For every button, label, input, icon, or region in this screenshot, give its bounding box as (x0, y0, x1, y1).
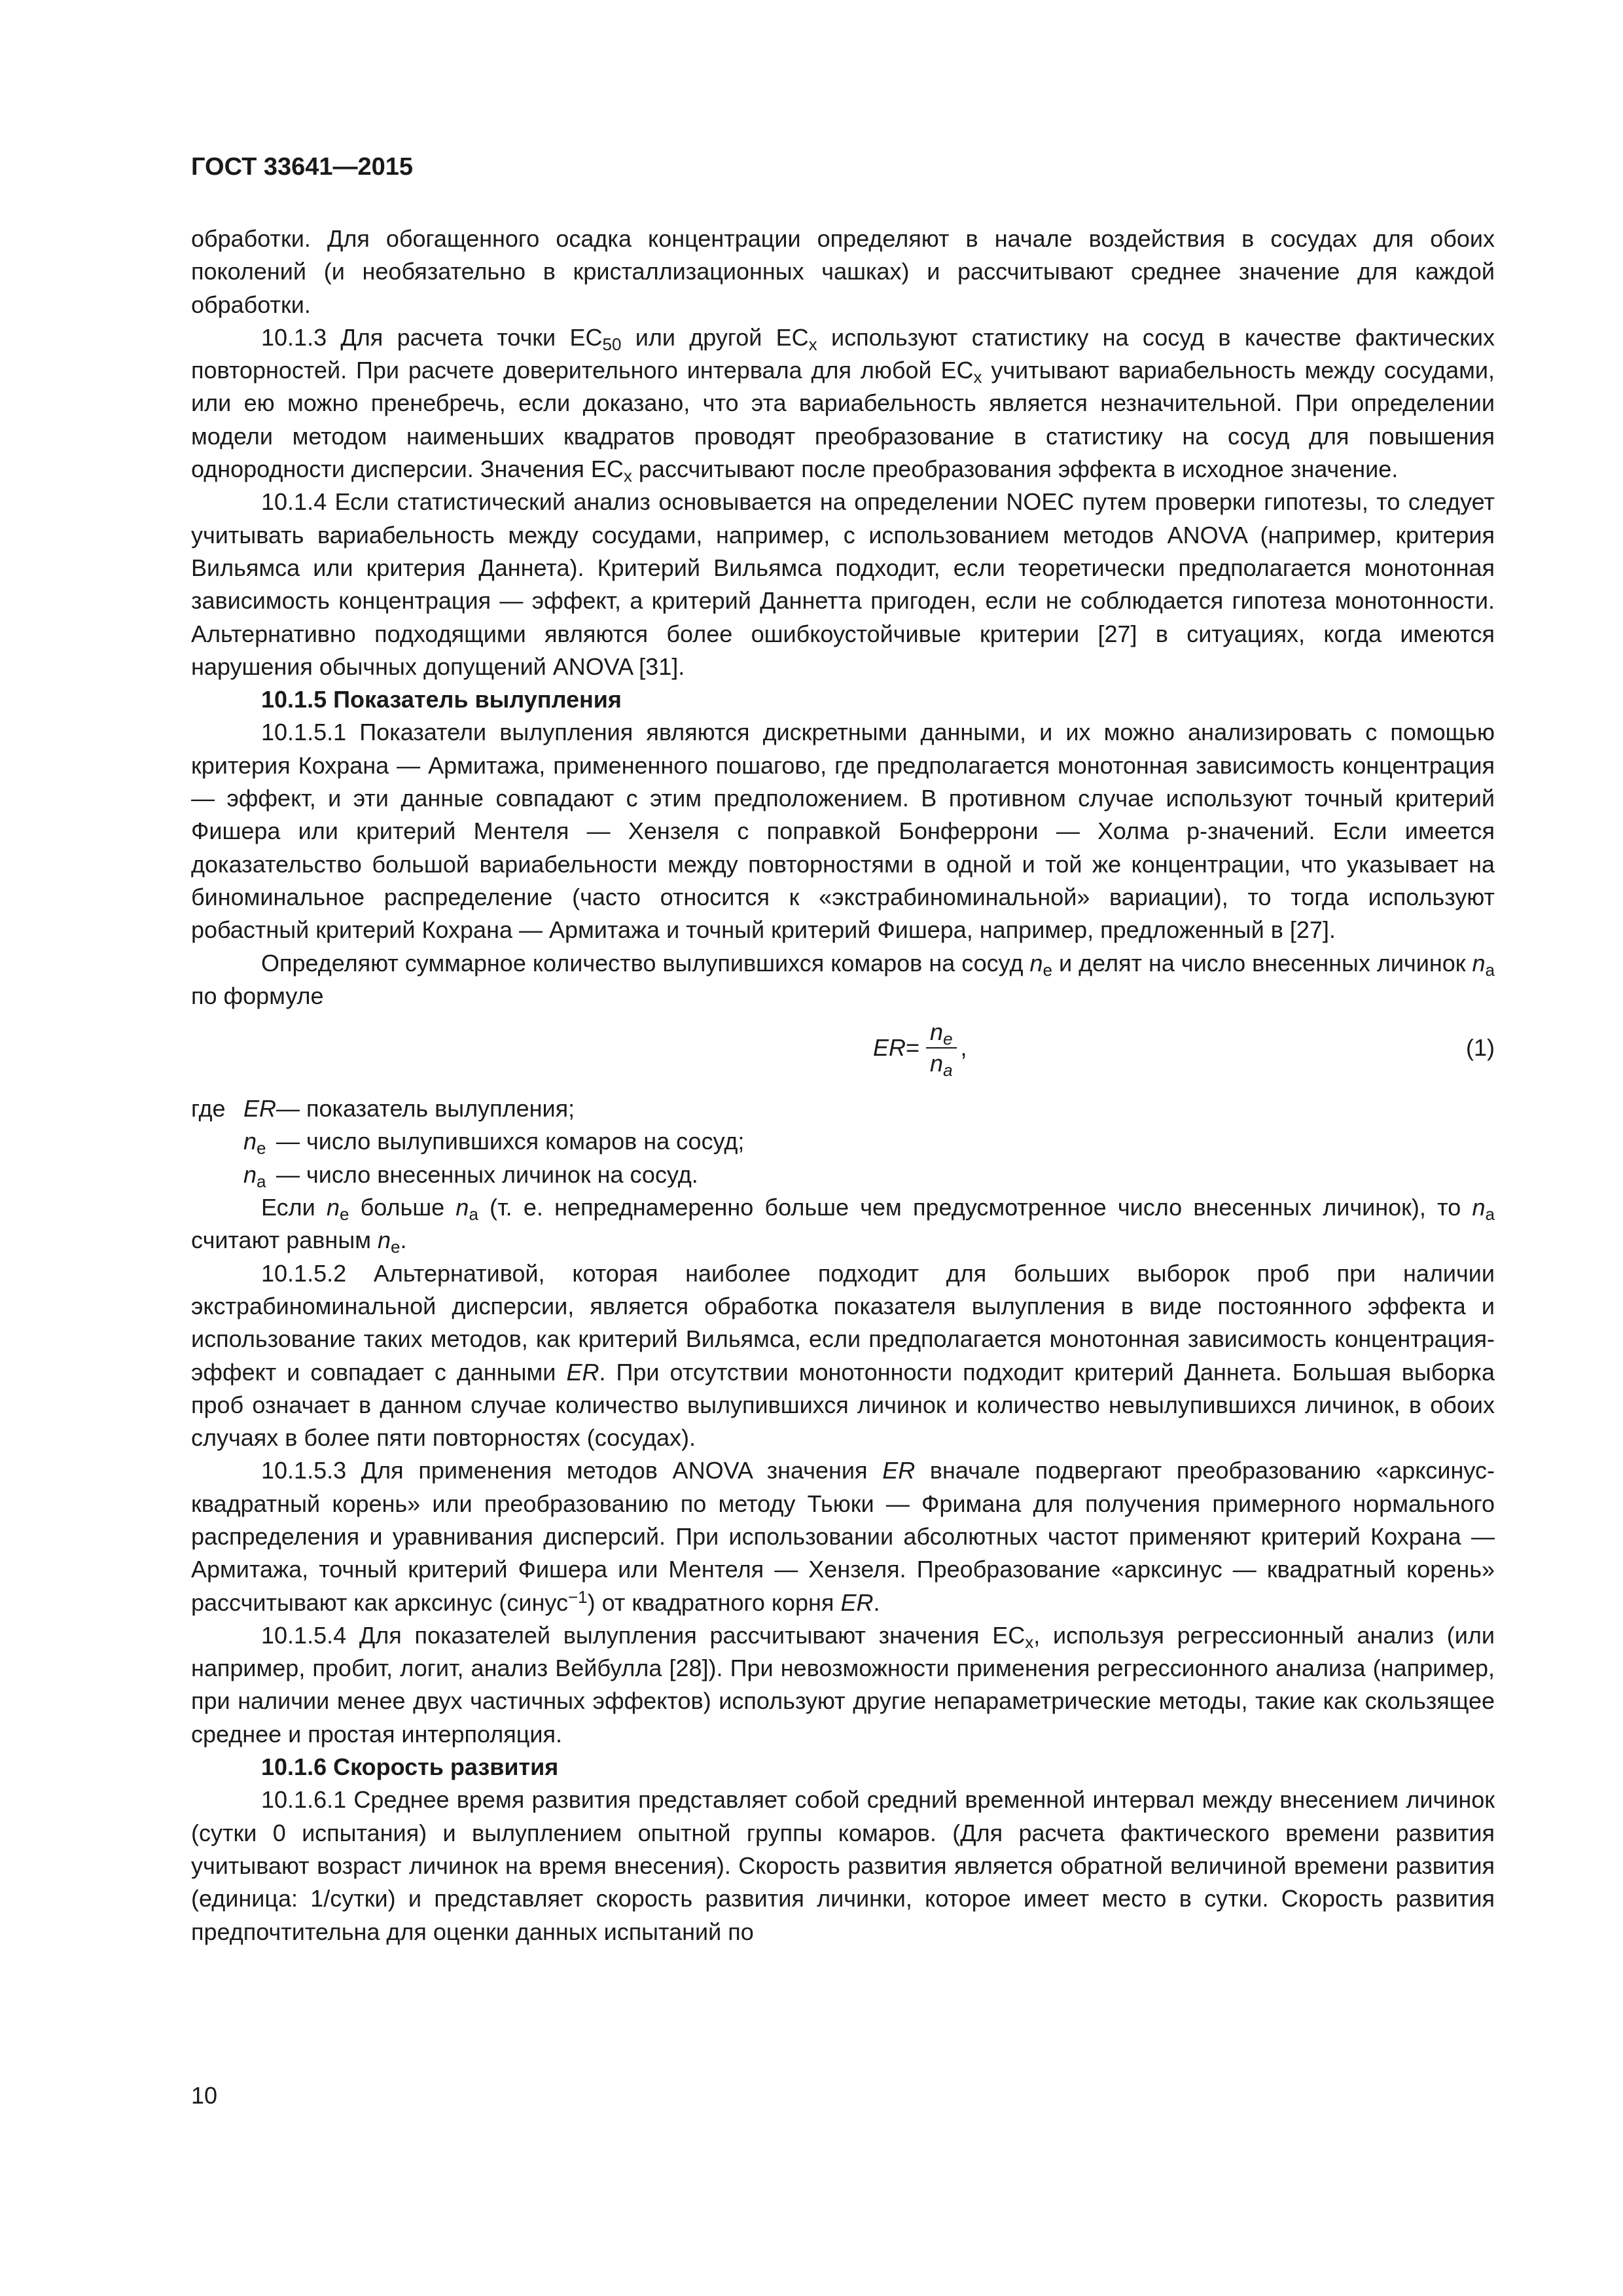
section-heading-10-1-6: 10.1.6 Скорость развития (261, 1753, 559, 1781)
document-body (191, 223, 1495, 1948)
legend-symbol: ER (243, 1095, 277, 1122)
section-heading-10-1-5: 10.1.5 Показатель вылупления (261, 686, 622, 713)
formula-number: (1) (1466, 1034, 1495, 1062)
paragraph-10-1-6-1: 10.1.6.1 Среднее время развития представляет собой средний временной интервал между внесением личинок (сутки 0 испытания) и вылуплением опытной группы комаров. (Для расчета фактического времени развития учитывают возраст личинок на время внесения). Скорость развития является обратной величиной времени развития (единица: 1/сутки) и представляет скорость развития личинки, которое имеет место в сутки. Скорость развития предпочтительна для оценки данных испытаний по (191, 1786, 1495, 1945)
paragraph-10-1-3: 10.1.3 Для расчета точки $EC_{50}$ или другой $EC_x$ используют статистику на сосуд в качестве фактических повторностей. При расчете доверительного интервала для любой $EC_x$ учитывают вариабельность между сосудами, или ею можно пренебречь, если доказано, что эта вариабельность является незначительной. При определении модели методом наименьших квадратов проводят преобразование в статистику на сосуд для повышения однородности дисперсии. Значения $EC_x$ рассчитывают после преобразования эффекта в исходное значение. (191, 323, 1495, 486)
paragraph-10-1-5-2: 10.1.5.2 Альтернативой, которая наиболее подходит для больших выборок проб при наличии экстрабиноминальной дисперсии, является обработка показателя вылупления в виде постоянного эффекта и использование таких методов, как критерий Вильямса, если предполагается монотонная зависимость концентрация-эффект и совпадает с данными ER. При отсутствии монотонности подходит критерий Даннета. Большая выборка проб означает в данном случае количество вылупившихся личинок и количество невылупившихся личинок, в обоих случаях в более пяти повторностях (сосудах). (191, 1259, 1495, 1452)
paragraph-10-1-4: 10.1.4 Если статистический анализ основывается на определении NOEC путем проверки гипотезы, то следует учитывать вариабельность между сосудами, например, с использованием методов ANOVA (например, критерия Вильямса или критерия Даннета). Критерий Вильямса подходит, если теоретически предполагается монотонная зависимость концентрация — эффект, а критерий Даннетта пригоден, если не соблюдается гипотеза монотонности. Альтернативно подходящими являются более ошибкоустойчивые критерии [27] в ситуациях, когда имеются нарушения обычных допущений ANOVA [31]. (191, 488, 1495, 680)
paragraph-10-1-5-3: 10.1.5.3 Для применения методов ANOVA значения ER вначале подвергают преобразованию «арксинус-квадратный корень» или преобразованию по методу Тьюки — Фримана для получения примерного нормального распределения и уравнивания дисперсий. При использовании абсолютных частот применяют критерий Кохрана — Армитажа, точный критерий Фишера или Ментеля — Хензеля. Преобразование «арксинус — квадратный корень» рассчитывают как арксинус (синус$^{-1}$) от квадратного корня ER. (191, 1457, 1495, 1616)
document-header: ГОСТ 33641—2015 (191, 153, 414, 181)
legend-symbol: $n_e$ (243, 1128, 266, 1158)
legend-lead: где (191, 1095, 226, 1122)
legend-description: — число вылупившихся комаров на сосуд; (276, 1128, 745, 1155)
formula-expression: ER = $\frac{n_e}{n_a}$ , (873, 1018, 967, 1081)
legend-lead (191, 1125, 243, 1158)
paragraph-10-1-5-4: 10.1.5.4 Для показателей вылупления рассчитывают значения $EC_x$, используя регрессионный анализ (или например, пробит, логит, анализ Вейбулла [28]). При невозможности применения регрессионного анализа (например, при наличии менее двух частичных эффектов) используют другие непараметрические методы, такие как скользящее среднее и простая интерполяция. (191, 1621, 1495, 1748)
paragraph-formula-intro: Определяют суммарное количество вылупившихся комаров на сосуд $n_e$ и делят на число внесенных личинок $n_a$ по формуле (191, 949, 1495, 1009)
legend-lead (191, 1158, 243, 1191)
formula-1 (191, 1013, 1495, 1083)
page-number: 10 (191, 2082, 218, 2109)
paragraph-ne-na-note: Если $n_e$ больше $n_a$ (т. е. непреднамеренно больше чем предусмотренное число внесенных личинок), то $n_a$ считают равным $n_e$. (191, 1194, 1495, 1257)
formula-legend (191, 1092, 1495, 1191)
legend-symbol: $n_a$ (243, 1160, 266, 1191)
legend-description: — показатель вылупления; (276, 1095, 575, 1122)
paragraph-10-1-5-1: 10.1.5.1 Показатели вылупления являются дискретными данными, и их можно анализировать с помощью критерия Кохрана — Армитажа, примененного пошагово, где предполагается монотонная зависимость концентрация — эффект, и эти данные совпадают с этим предположением. В противном случае используют точный критерий Фишера или критерий Ментеля — Хензеля с поправкой Бонферрони — Холма p-значений. Если имеется доказательство большой вариабельности между повторностями в одной и той же концентрации, что указывает на биноминальное распределение (часто относится к «экстрабиноминальной» вариации), то тогда используют робастный критерий Кохрана — Армитажа и точный критерий Фишера, например, предложенный в [27]. (191, 719, 1495, 944)
legend-description: — число внесенных личинок на сосуд. (276, 1160, 698, 1188)
formula-fraction: $\frac{n_e}{n_a}$ (926, 1017, 957, 1079)
paragraph-continuation: обработки. Для обогащенного осадка концентрации определяют в начале воздействия в сосудах для обоих поколений (и необязательно в кристаллизационных чашках) и рассчитывают среднее значение для каждой обработки. (191, 225, 1495, 318)
